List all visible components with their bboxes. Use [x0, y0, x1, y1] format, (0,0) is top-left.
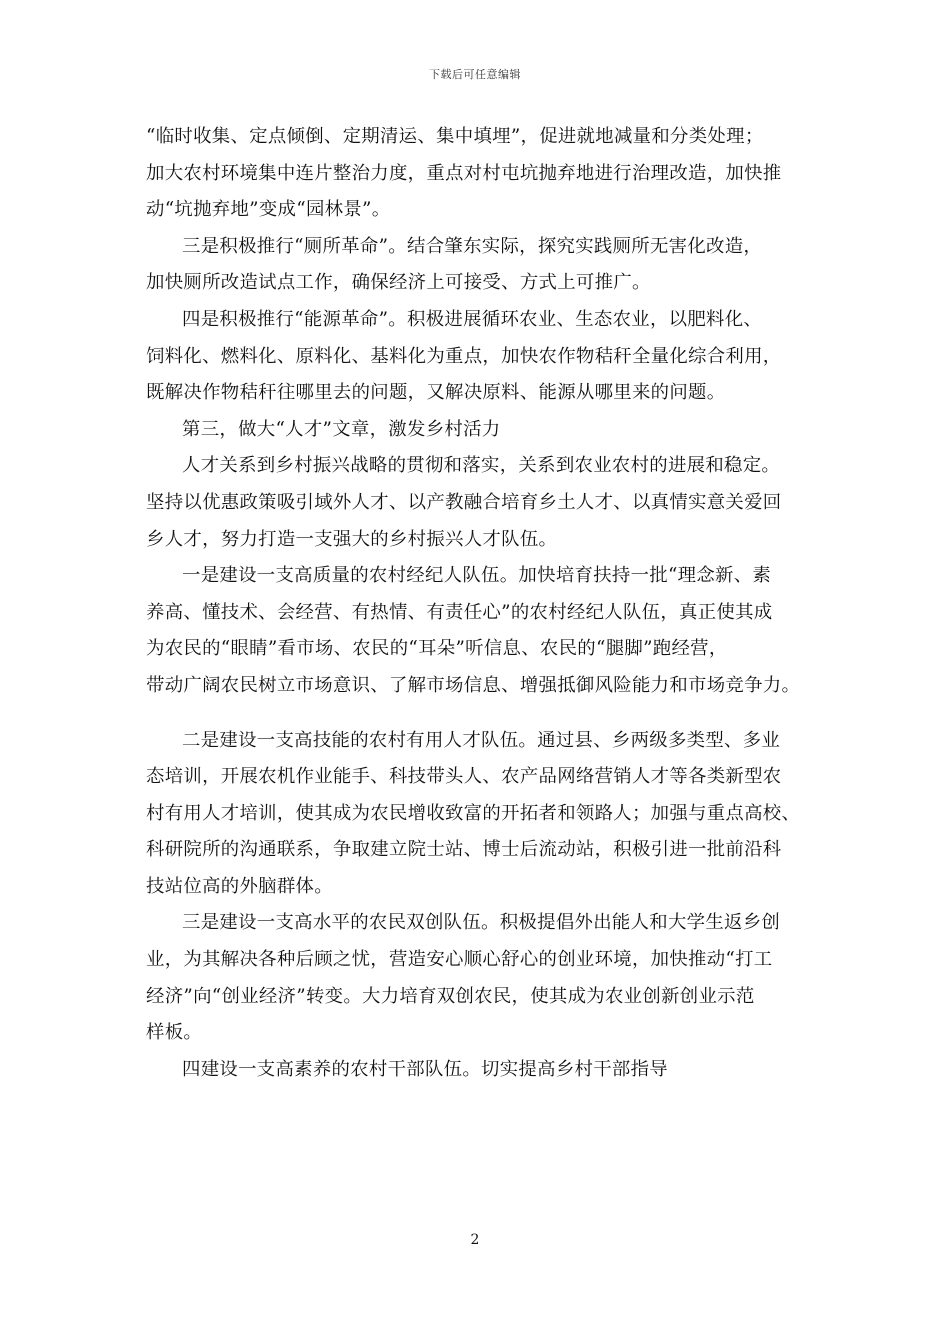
text-line: 经济”向“创业经济”转变。大力培育双创农民，使其成为农业创新创业示范: [146, 985, 755, 1007]
page-number: 2: [470, 1232, 480, 1248]
paragraph-start-line: 四建设一支高素养的农村干部队伍。切实提高乡村干部指导: [182, 1058, 668, 1080]
text-line: 村有用人才培训，使其成为农民增收致富的开拓者和领路人；加强与重点高校、: [146, 802, 801, 824]
section-heading: 第三，做大“人才”文章，激发乡村活力: [182, 418, 501, 440]
document-body: [146, 119, 826, 1088]
text-line: 样板。: [146, 1022, 203, 1044]
text-line: 技站位高的外脑群体。: [146, 875, 333, 897]
paragraph-gap: [146, 705, 826, 723]
text-line: 为农民的“眼睛”看市场、农民的“耳朵”听信息、农民的“腿脚”跑经营，: [146, 638, 728, 660]
paragraph-start-line: 二是建设一支高技能的农村有用人才队伍。通过县、乡两级多类型、多业: [182, 729, 781, 751]
text-line: 乡人才，努力打造一支强大的乡村振兴人才队伍。: [146, 528, 558, 550]
paragraph-start-line: 四是积极推行“能源革命”。积极进展循环农业、生态农业，以肥料化、: [182, 308, 763, 330]
paragraph-start-line: 三是积极推行“厕所革命”。结合肇东实际，探究实践厕所无害化改造，: [182, 235, 763, 257]
text-line: 坚持以优惠政策吸引域外人才、以产教融合培育乡土人才、以真情实意关爱回: [146, 491, 782, 513]
text-line: 带动广阔农民树立市场意识、了解市场信息、增强抵御风险能力和市场竞争力。: [146, 674, 801, 696]
paragraph-start-line: 一是建设一支高质量的农村经纪人队伍。加快培育扶持一批“理念新、素: [182, 565, 772, 587]
text-line: 态培训，开展农机作业能手、科技带头人、农产品网络营销人才等各类新型农: [146, 766, 782, 788]
text-line: 既解决作物秸秆往哪里去的问题，又解决原料、能源从哪里来的问题。: [146, 382, 726, 404]
text-line: 业，为其解决各种后顾之忧，营造安心顺心舒心的创业环境，加快推动“打工: [146, 949, 773, 971]
text-line: “临时收集、定点倾倒、定期清运、集中填埋”，促进就地减量和分类处理；: [146, 126, 764, 147]
text-line: 加快厕所改造试点工作，确保经济上可接受、方式上可推广。: [146, 272, 651, 294]
page-header: 下载后可任意编辑: [429, 68, 521, 81]
text-line: 饲料化、燃料化、原料化、基料化为重点，加快农作物秸秆全量化综合利用，: [146, 345, 782, 367]
paragraph-start-line: 三是建设一支高水平的农民双创队伍。积极提倡外出能人和大学生返乡创: [182, 912, 781, 934]
text-line: 动“坑抛弃地”变成“园林景”。: [146, 199, 391, 221]
text-line: 加大农村环境集中连片整治力度，重点对村屯坑抛弃地进行治理改造，加快推: [146, 162, 782, 184]
paragraph-start-line: 人才关系到乡村振兴战略的贯彻和落实，关系到农业农村的进展和稳定。: [182, 455, 781, 477]
text-line: 科研院所的沟通联系，争取建立院士站、博士后流动站，积极引进一批前沿科: [146, 839, 782, 861]
text-line: 养高、懂技术、会经营、有热情、有责任心”的农村经纪人队伍，真正使其成: [146, 601, 773, 623]
